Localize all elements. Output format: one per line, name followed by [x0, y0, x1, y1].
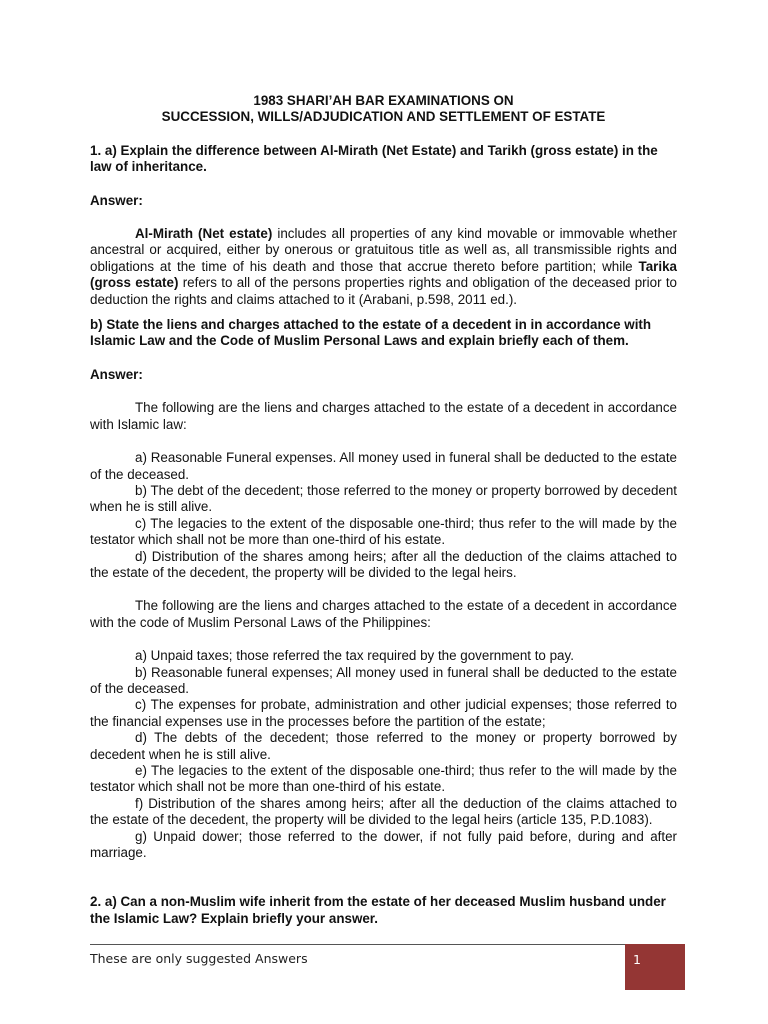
answer-1a-text-2: refers to all of the persons properties rights and obligation of the deceased prior to deduction the rights and claims attached to it (Arabani, p.598, 2011 ed.).: [90, 275, 678, 307]
list-item: d) Distribution of the shares among heirs; after all the deduction of the claims attached to the estate of the decedent, the property will be divided to the legal heirs.: [90, 548, 677, 580]
document-title-line-1: 1983 SHARI’AH BAR EXAMINATIONS ON: [253, 93, 514, 108]
document-title-line-2: SUCCESSION, WILLS/ADJUDICATION AND SETTLEMENT OF ESTATE: [161, 109, 606, 125]
footer-note: These are only suggested Answers: [90, 951, 308, 966]
list-item: a) Unpaid taxes; those referred the tax required by the government to pay.: [135, 648, 574, 664]
document-body: [90, 93, 677, 927]
list-item: b) The debt of the decedent; those referred to the money or property borrowed by decedent when he is still alive.: [90, 482, 677, 515]
islamic-liens-list: [90, 450, 677, 581]
footer-divider: [90, 944, 625, 945]
answer-1a-paragraph: [90, 226, 677, 308]
list-item: g) Unpaid dower; those referred to the dower, if not fully paid before, during and after marriage.: [90, 828, 677, 861]
answer-label-1a: Answer:: [90, 192, 143, 208]
list-item: f) Distribution of the shares among heirs; after all the deduction of the claims attached to the estate of the decedent, the property will be divided to the legal heirs (article 135, P.D.1083).: [90, 795, 677, 828]
code-liens-list: [90, 648, 677, 861]
question-1b: b) State the liens and charges attached to the estate of a decedent in in accordance with Islamic Law and the Code of Muslim Personal Laws and explain briefly each of them.: [90, 317, 652, 349]
answer-1a-text-1: includes all properties of any kind movable or immovable whether ancestral or acquired, either by onerous or gratuitous title as well as, all transmissible rights and obligations at the time of his death and those that accrue thereto before partition; while: [90, 226, 678, 274]
term-al-mirath: Al-Mirath (Net estate): [135, 226, 273, 242]
list-item: e) The legacies to the extent of the disposable one-third; thus refer to the will made by the testator which shall not be more than one-third of his estate.: [90, 763, 677, 795]
list-item: b) Reasonable funeral expenses; All money used in funeral shall be deducted to the estate of the deceased.: [90, 664, 677, 696]
list-item: c) The legacies to the extent of the disposable one-third; thus refer to the will made by the testator which shall not be more than one-third of his estate.: [90, 515, 677, 548]
intro-code-muslim-personal-laws: The following are the liens and charges attached to the estate of a decedent in accordance with the code of Muslim Personal Laws of the Philippines:: [90, 598, 677, 630]
term-tarika: Tarika (gross estate): [90, 258, 677, 291]
page-number-box: [625, 944, 685, 990]
question-2a: 2. a) Can a non-Muslim wife inherit from the estate of her deceased Muslim husband under the Islamic Law? Explain briefly your answer.: [90, 894, 666, 926]
list-item: a) Reasonable Funeral expenses. All money used in funeral shall be deducted to the estate of the deceased.: [90, 450, 677, 482]
question-1a: 1. a) Explain the difference between Al-Mirath (Net Estate) and Tarikh (gross estate) in the law of inheritance.: [90, 142, 658, 175]
answer-label-1b: Answer:: [90, 366, 143, 382]
page-number: 1: [633, 952, 641, 967]
intro-islamic-law: The following are the liens and charges attached to the estate of a decedent in accordance with Islamic law:: [90, 400, 677, 432]
list-item: d) The debts of the decedent; those referred to the money or property borrowed by decedent when he is still alive.: [90, 730, 677, 762]
list-item: c) The expenses for probate, administration and other judicial expenses; those referred to the financial expenses use in the processes before the partition of the estate;: [90, 697, 677, 729]
